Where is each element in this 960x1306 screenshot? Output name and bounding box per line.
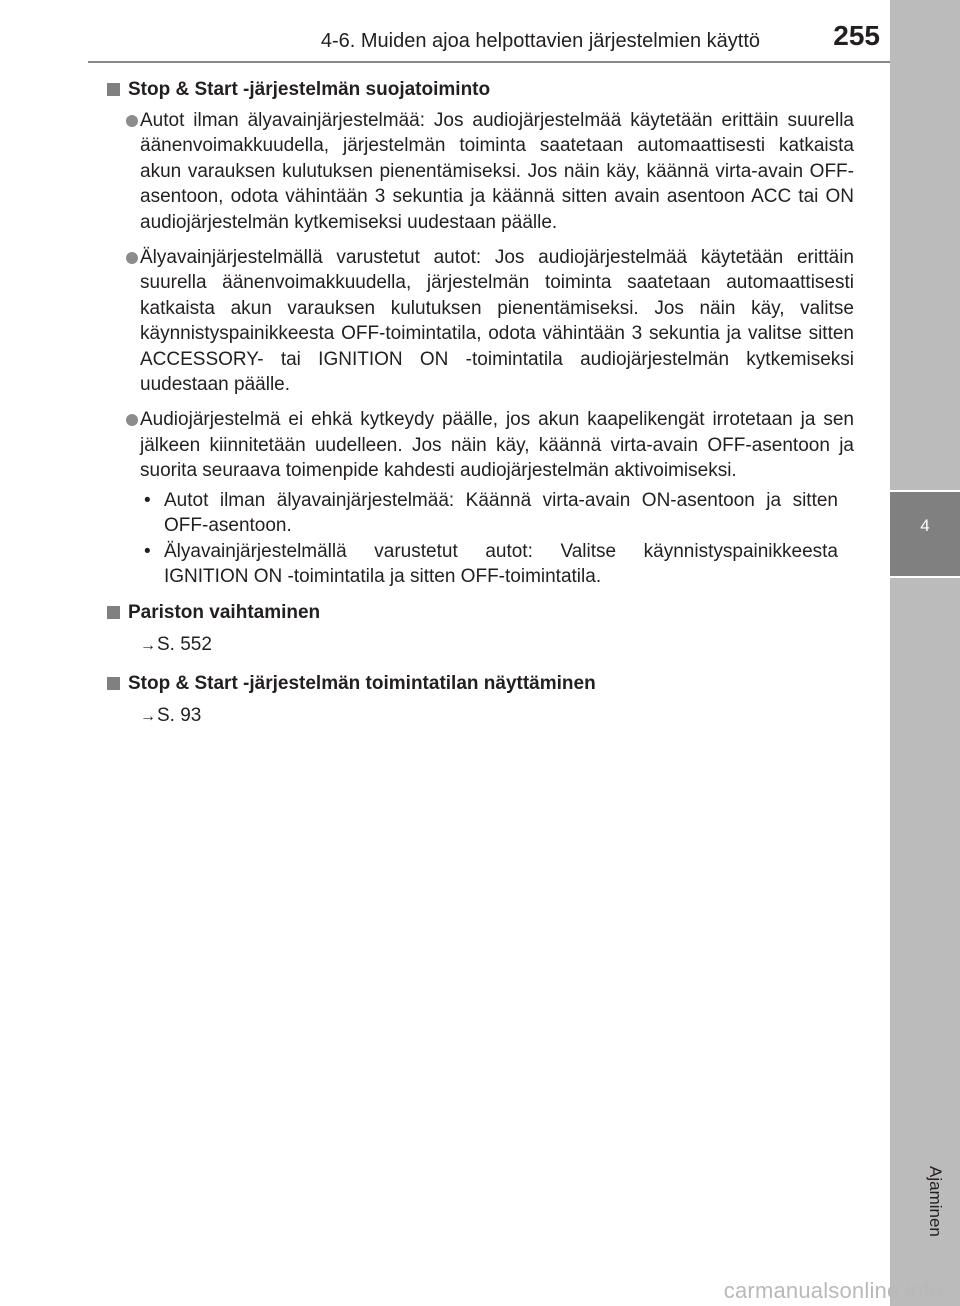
heading-text: Pariston vaihtaminen	[128, 602, 321, 624]
page-reference-link[interactable]	[106, 702, 854, 731]
procedure-item	[106, 488, 854, 539]
side-tab-upper	[890, 0, 960, 490]
circle-bullet-icon	[126, 252, 138, 264]
watermark: carmanualsonline.info	[723, 1278, 942, 1303]
page-number: 255	[833, 20, 880, 51]
header-divider	[88, 61, 890, 63]
paragraph-text: Älyavainjärjestelmällä varustetut autot: Jos audiojärjestelmää käytetään erittäin suurella äänenvoimakkuudella, järjestelmän toiminta saatetaan automaattisesti katkaista akun varauksen kulutuksen pienentämiseksi. Jos näin käy, valitse käynnistyspainikkeesta OFF-toimintatila, odota vähintään 3 sekuntia ja valitse sitten ACCESSORY- tai IGNITION ON -toimintatila audiojärjestelmän kytkemiseksi uudestaan päälle.	[140, 247, 854, 396]
dot-bullet-icon: •	[144, 489, 151, 511]
square-bullet-icon	[107, 83, 120, 96]
paragraph-text: Audiojärjestelmä ei ehkä kytkeydy päälle, jos akun kaapelikengät irrotetaan ja sen jälkeen kiinnitetään uudelleen. Jos näin käy, käännä virta-avain OFF-asentoon ja suorita seuraava toimenpide kahdesti audiojärjestelmän aktivoimiseksi.	[140, 409, 854, 482]
chapter-tab	[890, 492, 960, 576]
heading-display	[106, 670, 854, 698]
reference-text: S. 93	[157, 705, 202, 727]
paragraph-smart-key	[106, 245, 854, 397]
page-reference-link[interactable]	[106, 631, 854, 660]
chapter-number: 4	[920, 516, 930, 535]
page-content	[106, 76, 854, 741]
chapter-label: Ajaminen	[926, 1166, 945, 1237]
heading-text: Stop & Start -järjestelmän toimintatilan näyttäminen	[128, 673, 596, 695]
paragraph-no-smart-key	[106, 108, 854, 235]
reference-text: S. 552	[157, 634, 212, 656]
paragraph-battery-disconnect	[106, 407, 854, 483]
heading-battery	[106, 599, 854, 627]
heading-protection	[106, 76, 854, 104]
circle-bullet-icon	[126, 414, 138, 426]
paragraph-text: Autot ilman älyavainjärjestelmää: Jos audiojärjestelmää käytetään erittäin suurella äänenvoimakkuudella, järjestelmän toiminta saatetaan automaattisesti katkaista akun varauksen kulutuksen pienentämiseksi. Jos näin käy, käännä virta-avain OFF-asentoon, odota vähintään 3 sekuntia ja käännä sitten avain asentoon ACC tai ON audiojärjestelmän kytkemiseksi uudestaan päälle.	[140, 110, 854, 233]
square-bullet-icon	[107, 677, 120, 690]
square-bullet-icon	[107, 606, 120, 619]
procedure-text: Autot ilman älyavainjärjestelmää: Käännä virta-avain ON-asentoon ja sitten OFF-asentoon.	[164, 489, 838, 537]
circle-bullet-icon	[126, 115, 138, 127]
chapter-label-tab	[890, 578, 960, 1306]
procedure-item	[106, 539, 854, 590]
dot-bullet-icon: •	[144, 540, 151, 562]
procedure-text: Älyavainjärjestelmällä varustetut autot: Valitse käynnistyspainikkeesta IGNITION ON -toimintatila ja sitten OFF-toimintatila.	[164, 540, 838, 587]
arrow-right-icon: →	[140, 708, 156, 726]
arrow-right-icon: →	[140, 637, 156, 655]
page-header	[0, 0, 960, 60]
procedure-list	[106, 488, 854, 590]
heading-text: Stop & Start -järjestelmän suojatoiminto	[128, 79, 491, 100]
section-title: 4-6. Muiden ajoa helpottavien järjestelmien käyttö	[320, 30, 760, 52]
